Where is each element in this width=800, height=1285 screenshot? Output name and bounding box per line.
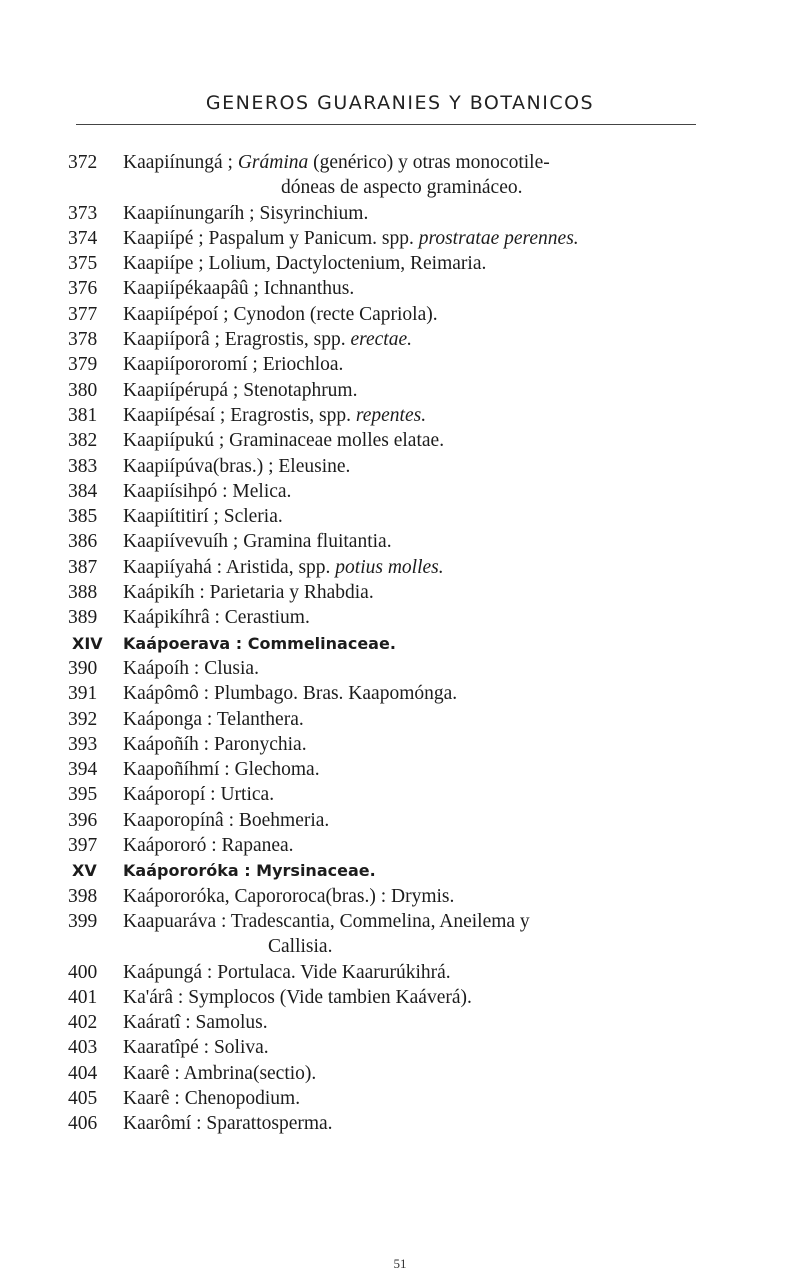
entry-text-part: Kaáporopí : Urtica. xyxy=(123,784,275,806)
entry-row xyxy=(0,707,800,732)
entry-text xyxy=(123,656,259,681)
entry-row xyxy=(0,302,800,327)
entry-text xyxy=(123,555,444,580)
entry-text xyxy=(123,327,412,352)
entry-text-part: Kaápoñíh : Paronychia. xyxy=(123,733,307,755)
entry-text xyxy=(123,428,444,453)
entry-text-part: Kaarê : Chenopodium. xyxy=(123,1087,301,1109)
entry-row xyxy=(0,1086,800,1111)
entry-text-part: Kaapiípé ; Paspalum y Panicum. spp. xyxy=(123,227,419,249)
entry-text-part: repentes. xyxy=(355,404,427,426)
page-header: GENEROS GUARANIES Y BOTANICOS xyxy=(205,92,595,114)
entry-number: 404 xyxy=(68,1062,98,1084)
entry-number: 390 xyxy=(68,657,98,679)
entry-text-part: Ka'árâ : Symplocos (Vide tambien Kaáverá). xyxy=(123,986,472,1008)
entry-row xyxy=(0,555,800,580)
section-heading xyxy=(0,858,800,883)
entry-number: 382 xyxy=(68,430,98,452)
entry-text xyxy=(123,1111,333,1136)
entry-row xyxy=(0,909,800,934)
entry-text-part: Kaapiípékaapâû ; Ichnanthus. xyxy=(123,278,355,300)
entry-text-part: Kaápikíhrâ : Cerastium. xyxy=(123,607,310,629)
entry-text xyxy=(123,782,274,807)
entry-text xyxy=(123,302,438,327)
entry-text-part: Kaapiínungaríh ; Sisyrinchium. xyxy=(123,202,369,224)
entry-number: 373 xyxy=(68,202,98,224)
entry-number: 388 xyxy=(68,582,98,604)
entry-number: 383 xyxy=(68,455,98,477)
entry-row xyxy=(0,985,800,1010)
entry-row xyxy=(0,884,800,909)
entry-text-part: Kaáponga : Telanthera. xyxy=(123,708,304,730)
entry-number: 403 xyxy=(68,1037,98,1059)
entry-text-part: Kaapuaráva : Tradescantia, Commelina, Aneilema y xyxy=(123,910,530,932)
entry-number: 397 xyxy=(68,835,98,857)
entry-number: 377 xyxy=(68,303,98,325)
entry-text-part: Grámina xyxy=(237,152,309,173)
header-rule xyxy=(76,124,696,125)
entry-text xyxy=(123,201,368,226)
entry-row xyxy=(0,757,800,782)
entry-number: 387 xyxy=(68,556,98,578)
entry-number: 399 xyxy=(68,910,98,932)
entry-text-part: Kaápômô : Plumbago. Bras. Kaapomónga. xyxy=(123,683,458,705)
entry-text xyxy=(123,504,283,529)
entry-number: 401 xyxy=(68,986,98,1008)
entry-list xyxy=(0,150,800,1137)
entry-text xyxy=(123,833,294,858)
entry-number: 394 xyxy=(68,759,98,781)
entry-text xyxy=(123,884,454,909)
entry-row xyxy=(0,833,800,858)
entry-number: 402 xyxy=(68,1012,98,1034)
entry-row xyxy=(0,352,800,377)
entry-text xyxy=(123,1061,316,1086)
entry-number: 393 xyxy=(68,733,98,755)
entry-row xyxy=(0,732,800,757)
entry-number: 380 xyxy=(68,379,98,401)
entry-text xyxy=(123,150,550,175)
entry-row xyxy=(0,681,800,706)
entry-text xyxy=(123,529,392,554)
entry-row xyxy=(0,403,800,428)
entry-number: 392 xyxy=(68,708,98,730)
entry-text xyxy=(123,707,304,732)
entry-text-part: Kaapiívevuíh ; Gramina fluitantia. xyxy=(123,531,392,553)
entry-text xyxy=(123,454,350,479)
section-number: XIV xyxy=(72,633,103,653)
page-number: 51 xyxy=(393,1256,407,1271)
entry-text-part: Kaapiípukú ; Graminaceae molles elatae. xyxy=(123,430,445,452)
entry-row xyxy=(0,276,800,301)
entry-number: 406 xyxy=(68,1113,98,1135)
entry-text xyxy=(123,1010,268,1035)
entry-row xyxy=(0,1035,800,1060)
entry-text-part: Kaapiípororomí ; Eriochloa. xyxy=(123,354,344,376)
entry-row xyxy=(0,1061,800,1086)
entry-number: 386 xyxy=(68,531,98,553)
section-number: XV xyxy=(72,861,97,881)
entry-text-part: Kaapiípúva(bras.) ; Eleusine. xyxy=(123,455,351,477)
section-heading xyxy=(0,631,800,656)
entry-text xyxy=(123,226,579,251)
entry-row xyxy=(0,251,800,276)
entry-text xyxy=(123,985,472,1010)
entry-row xyxy=(0,226,800,251)
entry-text xyxy=(123,580,374,605)
entry-text-part: Kaapiítitirí ; Scleria. xyxy=(123,506,283,528)
entry-number: 378 xyxy=(68,329,98,351)
entry-text xyxy=(123,909,530,934)
entry-continuation xyxy=(0,175,800,200)
entry-row xyxy=(0,580,800,605)
entry-text-part: Kaápikíh : Parietaria y Rhabdia. xyxy=(123,582,374,604)
entry-text xyxy=(123,1086,300,1111)
entry-number: 376 xyxy=(68,278,98,300)
entry-text-part: prostratae perennes. xyxy=(418,227,579,249)
entry-row xyxy=(0,529,800,554)
entry-number: 400 xyxy=(68,961,98,983)
entry-text-part: dóneas de aspecto gramináceo. xyxy=(281,177,523,199)
entry-number: 381 xyxy=(68,404,98,426)
entry-number: 385 xyxy=(68,506,98,528)
entry-text-part: Kaápororóka, Capororoca(bras.) : Drymis. xyxy=(123,885,455,907)
entry-number: 389 xyxy=(68,607,98,629)
entry-text-part: Kaáratî : Samolus. xyxy=(123,1012,268,1034)
entry-text xyxy=(123,732,307,757)
entry-text-part: Kaapiípépoí ; Cynodon (recte Capriola). xyxy=(123,303,438,325)
entry-text-part: Kaápungá : Portulaca. Vide Kaarurúkihrá. xyxy=(123,961,451,983)
entry-row xyxy=(0,808,800,833)
entry-text-part: Kaápoerava : Commelinaceae. xyxy=(123,633,396,653)
entry-text xyxy=(268,934,332,959)
entry-text-part: Kaapiípérupá ; Stenotaphrum. xyxy=(123,379,358,401)
entry-text-part: erectae. xyxy=(350,329,412,351)
entry-text xyxy=(123,960,451,985)
entry-text-part: Kaápoíh : Clusia. xyxy=(123,657,259,679)
entry-row xyxy=(0,150,800,175)
entry-text xyxy=(123,276,354,301)
entry-row xyxy=(0,960,800,985)
entry-text xyxy=(123,605,310,630)
entry-text-part: Kaápororóka : Myrsinaceae. xyxy=(123,861,376,881)
entry-row xyxy=(0,428,800,453)
entry-row xyxy=(0,605,800,630)
entry-number: 375 xyxy=(68,253,98,275)
entry-number: 379 xyxy=(68,354,98,376)
entry-number: 396 xyxy=(68,809,98,831)
entry-text xyxy=(123,403,426,428)
entry-text-part: Kaapiínungá ; xyxy=(123,152,238,173)
entry-number: 391 xyxy=(68,683,98,705)
entry-text-part: potius molles. xyxy=(335,556,444,578)
entry-text xyxy=(281,175,522,200)
entry-text xyxy=(123,378,357,403)
entry-text xyxy=(123,808,329,833)
entry-number: 384 xyxy=(68,480,98,502)
entry-text xyxy=(123,757,320,782)
entry-text xyxy=(123,681,457,706)
entry-row xyxy=(0,378,800,403)
entry-text xyxy=(123,251,486,276)
entry-row xyxy=(0,327,800,352)
entry-text-part: Kaapiísihpó : Melica. xyxy=(123,480,292,502)
entry-text xyxy=(123,1035,269,1060)
section-title xyxy=(123,631,396,656)
entry-number: 374 xyxy=(68,227,98,249)
entry-row xyxy=(0,504,800,529)
entry-number: 398 xyxy=(68,885,98,907)
entry-row xyxy=(0,1111,800,1136)
entry-text-part: Kaapiíporâ ; Eragrostis, spp. xyxy=(123,329,351,351)
entry-number: 405 xyxy=(68,1087,98,1109)
entry-text-part: Kaarê : Ambrina(sectio). xyxy=(123,1062,317,1084)
entry-row xyxy=(0,1010,800,1035)
entry-text-part: Kaaratîpé : Soliva. xyxy=(123,1037,269,1059)
entry-text-part: Kaapiípésaí ; Eragrostis, spp. xyxy=(123,404,356,426)
entry-row xyxy=(0,782,800,807)
section-title xyxy=(123,858,376,883)
entry-text xyxy=(123,352,343,377)
entry-row xyxy=(0,656,800,681)
entry-text-part: Kaarômí : Sparattosperma. xyxy=(123,1113,333,1135)
entry-text-part: Kaapiíyahá : Aristida, spp. xyxy=(123,556,336,578)
entry-text-part: Kaapiípe ; Lolium, Dactyloctenium, Reimaria. xyxy=(123,253,487,275)
entry-text-part: Callisia. xyxy=(268,936,333,958)
entry-continuation xyxy=(0,934,800,959)
entry-text-part: (genérico) y otras monocotile- xyxy=(308,152,550,173)
entry-row xyxy=(0,479,800,504)
entry-text-part: Kaapoñíhmí : Glechoma. xyxy=(123,759,320,781)
entry-row xyxy=(0,201,800,226)
entry-number: 395 xyxy=(68,784,98,806)
entry-number: 372 xyxy=(68,152,98,173)
entry-text-part: Kaaporopínâ : Boehmeria. xyxy=(123,809,330,831)
entry-text xyxy=(123,479,291,504)
entry-row xyxy=(0,454,800,479)
entry-text-part: Kaápororó : Rapanea. xyxy=(123,835,294,857)
